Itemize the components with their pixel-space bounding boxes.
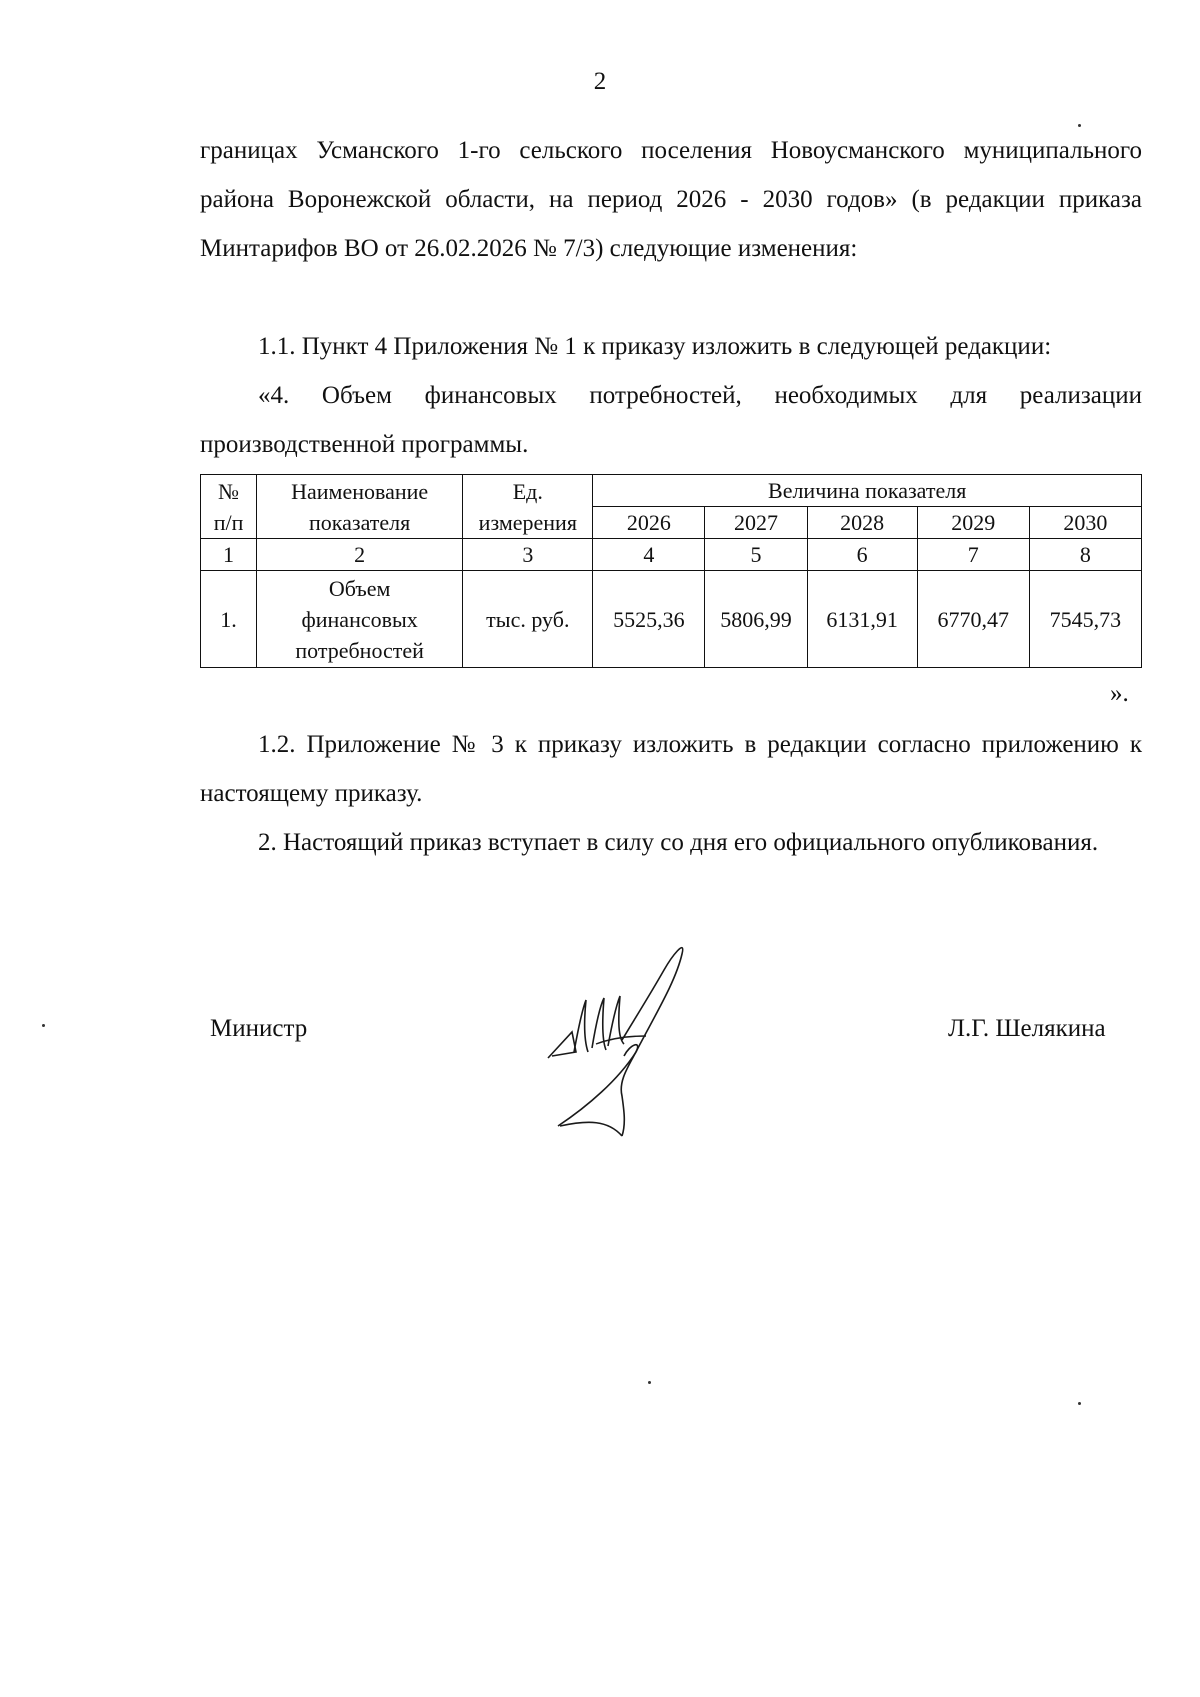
column-number-cell: 4 (593, 539, 705, 571)
row-unit-cell: тыс. руб. (463, 571, 593, 668)
header-name-bottom: показателя (309, 509, 411, 535)
row-value-2028: 6131,91 (807, 571, 917, 668)
column-number-cell: 2 (257, 539, 463, 571)
header-number-cell (201, 475, 257, 539)
header-number-bottom: п/п (213, 509, 244, 535)
indicators-table (200, 474, 1142, 668)
column-number-cell: 8 (1029, 539, 1141, 571)
row-value-2026: 5525,36 (593, 571, 705, 668)
signatory-position: Министр (210, 1015, 308, 1042)
item-2-paragraph: 2. Настоящий приказ вступает в силу со дня его официального опубликования. (258, 829, 1099, 856)
header-unit-bottom: измерения (478, 509, 577, 535)
column-number-cell: 7 (917, 539, 1029, 571)
header-name-cell (257, 475, 463, 539)
row-value-2029: 6770,47 (917, 571, 1029, 668)
column-number-cell: 6 (807, 539, 917, 571)
scan-speck (1078, 1402, 1081, 1405)
header-year-2030: 2030 (1029, 507, 1141, 539)
handwritten-signature (538, 940, 718, 1140)
column-number-cell: 3 (463, 539, 593, 571)
item-4-paragraph: «4. Объем финансовых потребностей, необходимых для реализации производственной программы. (200, 382, 1142, 458)
row-name-cell (257, 571, 463, 668)
header-year-2028: 2028 (807, 507, 917, 539)
item-1-1-paragraph: 1.1. Пункт 4 Приложения № 1 к приказу изложить в следующей редакции: (258, 333, 1052, 360)
intro-paragraph: границах Усманского 1-го сельского поселения Новоусманского муниципального района Воронежской области, на период 2026 - 2030 годов» (в редакции приказа Минтарифов ВО от 26.02.2026 № 7/3) следующие изменения: (200, 137, 1142, 262)
column-number-cell: 5 (705, 539, 807, 571)
row-value-2027: 5806,99 (705, 571, 807, 668)
table-header-row-1 (201, 475, 1142, 507)
header-year-2029: 2029 (917, 507, 1029, 539)
header-unit-top: Ед. (512, 478, 543, 504)
header-unit-cell (463, 475, 593, 539)
closing-quote: ». (1110, 680, 1129, 707)
row-value-2030: 7545,73 (1029, 571, 1141, 668)
header-value-group: Величина показателя (593, 475, 1142, 507)
row-number-cell: 1. (201, 571, 257, 668)
row-name-line: финансовых (301, 606, 418, 632)
scan-speck (1078, 124, 1081, 127)
item-1-2-paragraph: 1.2. Приложение № 3 к приказу изложить в редакции согласно приложению к настоящему приказу. (200, 731, 1142, 807)
row-name-line: Объем (328, 575, 391, 601)
header-name-top: Наименование (291, 478, 429, 504)
header-year-2026: 2026 (593, 507, 705, 539)
table-column-numbers-row (201, 539, 1142, 571)
scan-speck (42, 1024, 45, 1027)
header-number-top: № (218, 478, 240, 504)
scan-speck (648, 1381, 651, 1384)
signatory-name: Л.Г. Шелякина (948, 1015, 1106, 1042)
column-number-cell: 1 (201, 539, 257, 571)
row-name-line: потребностей (295, 637, 424, 663)
header-year-2027: 2027 (705, 507, 807, 539)
table-row (201, 571, 1142, 668)
page-number: 2 (593, 68, 607, 95)
